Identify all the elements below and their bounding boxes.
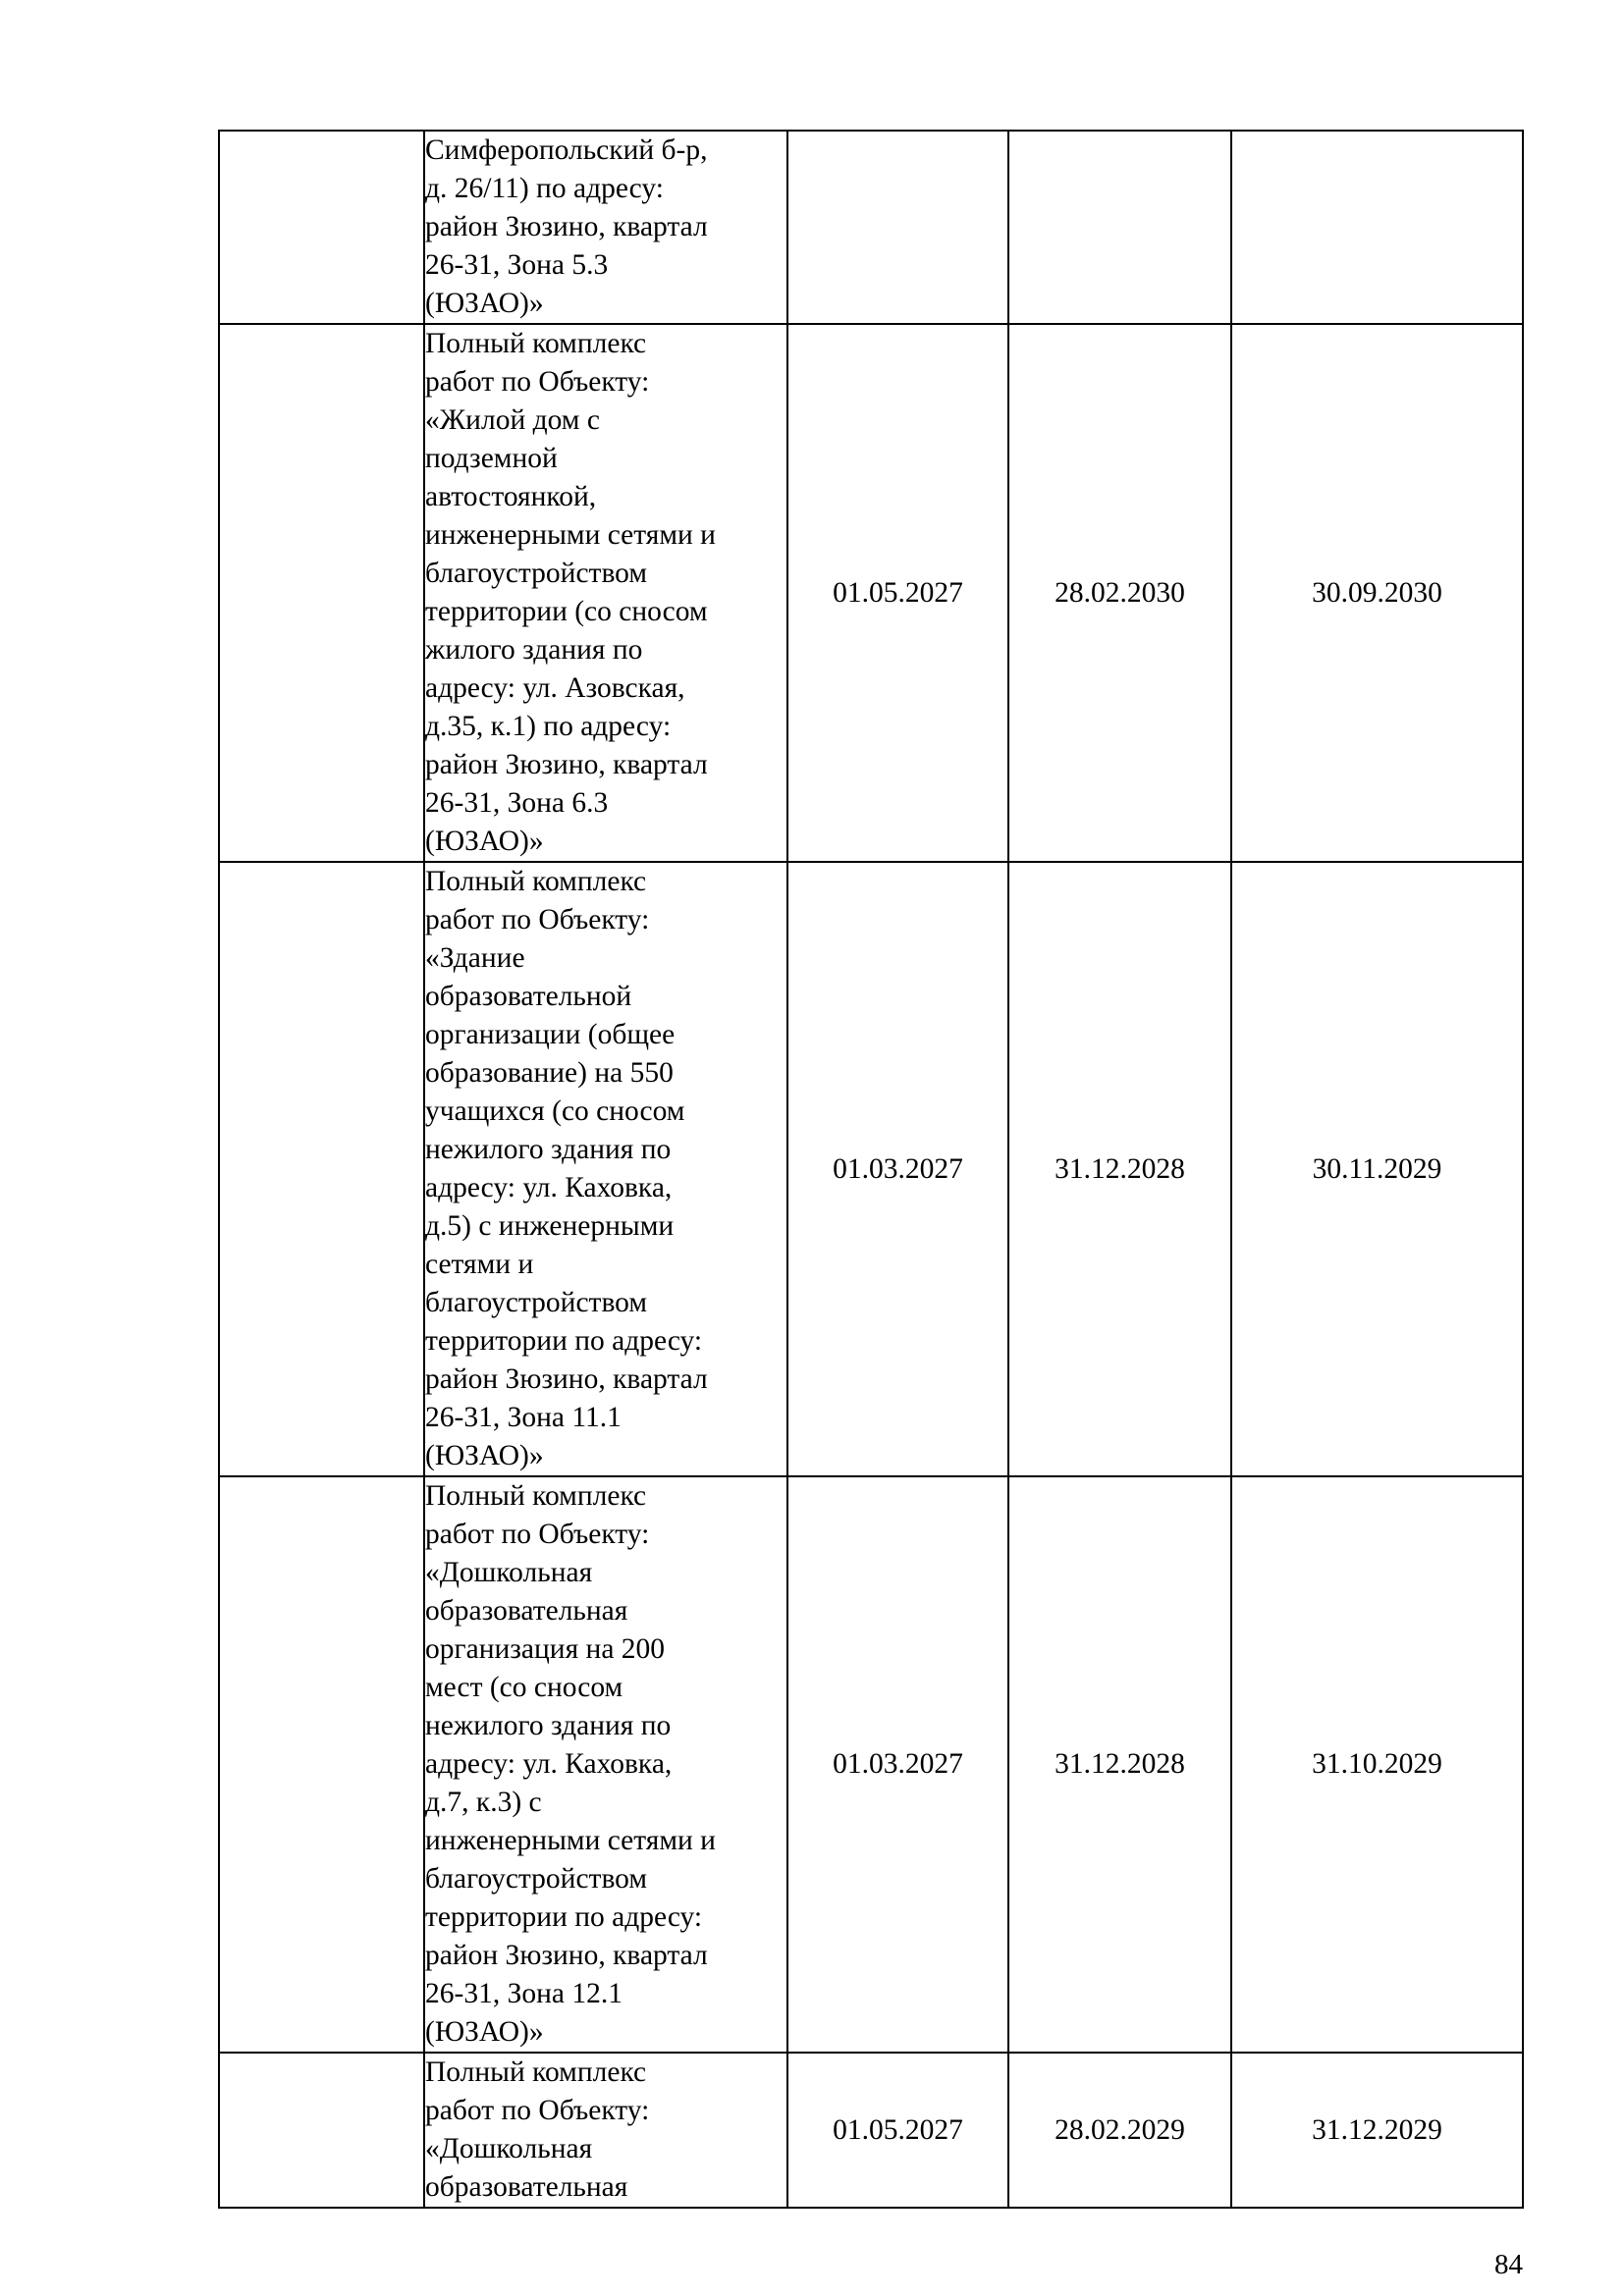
description-line: благоустройством xyxy=(425,1287,648,1318)
end-date-cell xyxy=(1008,131,1231,324)
start-date-cell: 01.03.2027 xyxy=(787,1476,1008,2053)
description-line: (ЮЗАО)» xyxy=(425,2016,544,2048)
description-line: образовательная xyxy=(425,1595,628,1627)
description-line: д. 26/11) по адресу: xyxy=(425,173,664,204)
description-line: инженерными сетями и xyxy=(425,519,716,551)
schedule-table xyxy=(218,130,1524,2209)
table-row xyxy=(219,862,1523,1476)
row-number-cell xyxy=(219,2053,424,2208)
final-date-cell xyxy=(1231,131,1523,324)
description-line: образовательная xyxy=(425,2171,628,2203)
description-line: инженерными сетями и xyxy=(425,1825,716,1856)
description-line: 26-31, Зона 12.1 xyxy=(425,1978,623,2009)
table-row xyxy=(219,131,1523,324)
end-date-cell: 31.12.2028 xyxy=(1008,1476,1231,2053)
description-line: «Дошкольная xyxy=(425,1557,593,1588)
description-line: работ по Объекту: xyxy=(425,366,650,398)
start-date-cell: 01.05.2027 xyxy=(787,324,1008,862)
object-description-cell xyxy=(424,1476,787,2053)
description-line: подземной xyxy=(425,443,558,474)
description-line: территории (со сносом xyxy=(425,596,708,627)
table-row xyxy=(219,1476,1523,2053)
description-line: организации (общее xyxy=(425,1019,676,1050)
description-line: образование) на 550 xyxy=(425,1057,674,1089)
description-line: «Дошкольная xyxy=(425,2133,593,2164)
description-line: нежилого здания по xyxy=(425,1134,672,1165)
description-line: автостоянкой, xyxy=(425,481,597,512)
table-row xyxy=(219,324,1523,862)
object-description-cell xyxy=(424,324,787,862)
start-date-cell xyxy=(787,131,1008,324)
description-line: Полный комплекс xyxy=(425,328,647,359)
description-line: район Зюзино, квартал xyxy=(425,1363,708,1395)
final-date-cell: 30.09.2030 xyxy=(1231,324,1523,862)
description-line: район Зюзино, квартал xyxy=(425,211,708,242)
description-line: адресу: ул. Каховка, xyxy=(425,1172,673,1203)
description-line: район Зюзино, квартал xyxy=(425,749,708,780)
end-date-cell: 31.12.2028 xyxy=(1008,862,1231,1476)
description-line: д.5) с инженерными xyxy=(425,1210,675,1242)
description-line: образовательной xyxy=(425,981,632,1012)
description-line: 26-31, Зона 6.3 xyxy=(425,787,609,819)
description-line: адресу: ул. Азовская, xyxy=(425,672,685,704)
description-line: (ЮЗАО)» xyxy=(425,826,544,857)
description-line: Полный комплекс xyxy=(425,866,647,897)
description-line: д.35, к.1) по адресу: xyxy=(425,711,672,742)
table-row xyxy=(219,2053,1523,2208)
final-date-cell: 31.12.2029 xyxy=(1231,2053,1523,2208)
description-line: работ по Объекту: xyxy=(425,1519,650,1550)
description-line: Полный комплекс xyxy=(425,1480,647,1512)
description-line: адресу: ул. Каховка, xyxy=(425,1748,673,1780)
final-date-cell: 31.10.2029 xyxy=(1231,1476,1523,2053)
description-line: работ по Объекту: xyxy=(425,904,650,935)
row-number-cell xyxy=(219,131,424,324)
row-number-cell xyxy=(219,324,424,862)
description-line: учащихся (со сносом xyxy=(425,1095,685,1127)
description-line: Симферопольский б-р, xyxy=(425,134,708,166)
row-number-cell xyxy=(219,862,424,1476)
object-description-cell xyxy=(424,862,787,1476)
description-line: жилого здания по xyxy=(425,634,643,666)
description-line: сетями и xyxy=(425,1249,534,1280)
description-line: «Здание xyxy=(425,942,525,974)
description-line: организация на 200 xyxy=(425,1633,666,1665)
description-line: нежилого здания по xyxy=(425,1710,672,1741)
start-date-cell: 01.05.2027 xyxy=(787,2053,1008,2208)
description-line: район Зюзино, квартал xyxy=(425,1940,708,1971)
page-number: 84 xyxy=(1494,2249,1523,2280)
end-date-cell: 28.02.2029 xyxy=(1008,2053,1231,2208)
description-line: (ЮЗАО)» xyxy=(425,1440,544,1471)
description-line: работ по Объекту: xyxy=(425,2095,650,2126)
description-line: 26-31, Зона 11.1 xyxy=(425,1402,622,1433)
description-line: территории по адресу: xyxy=(425,1325,703,1357)
description-line: территории по адресу: xyxy=(425,1901,703,1933)
description-line: благоустройством xyxy=(425,1863,648,1895)
object-description-cell xyxy=(424,2053,787,2208)
end-date-cell: 28.02.2030 xyxy=(1008,324,1231,862)
object-description-cell xyxy=(424,131,787,324)
description-line: благоустройством xyxy=(425,558,648,589)
final-date-cell: 30.11.2029 xyxy=(1231,862,1523,1476)
description-line: Полный комплекс xyxy=(425,2056,647,2088)
description-line: мест (со сносом xyxy=(425,1672,623,1703)
description-line: д.7, к.3) с xyxy=(425,1787,542,1818)
description-line: «Жилой дом с xyxy=(425,404,600,436)
row-number-cell xyxy=(219,1476,424,2053)
start-date-cell: 01.03.2027 xyxy=(787,862,1008,1476)
description-line: 26-31, Зона 5.3 xyxy=(425,249,609,281)
description-line: (ЮЗАО)» xyxy=(425,288,544,319)
